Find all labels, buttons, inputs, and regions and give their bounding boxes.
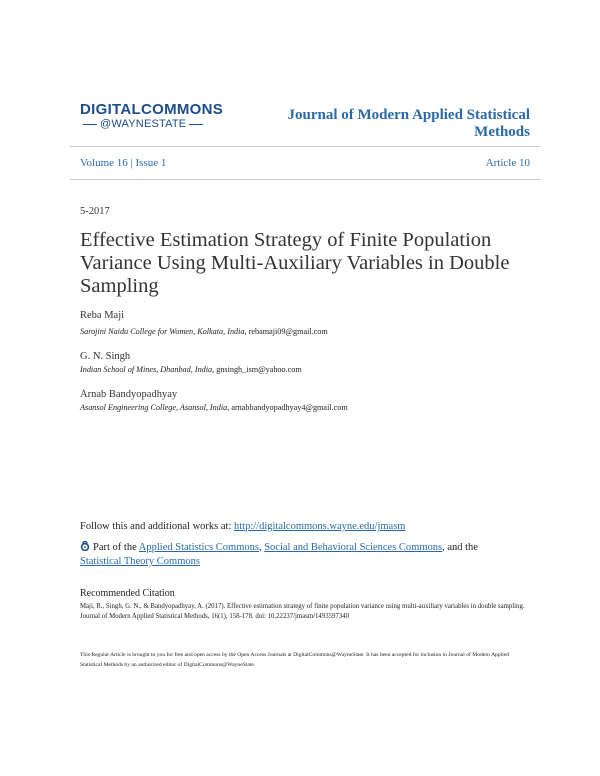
collection-url-link[interactable]: http://digitalcommons.wayne.edu/jmasm: [234, 521, 406, 532]
logo-rule-left: [83, 124, 97, 125]
part-of-text: Part of the: [93, 542, 139, 553]
recommended-citation-text: Maji, R., Singh, G. N., & Bandyopadhyay, A. (2017). Effective estimation strategy of finite population variance using multi-auxiliary variables in double sampling. Journal of Modern Applied Statistical Methods, 16(1), 158-178. doi: 10.22237/jmasm/1493597340: [80, 603, 525, 620]
logo-wordmark: @WAYNESTATE: [100, 118, 187, 130]
header-divider-top: [70, 146, 540, 147]
author-email: , gnsingh_ism@yahoo.com: [212, 365, 302, 374]
applied-statistics-commons-link[interactable]: Applied Statistics Commons: [138, 542, 259, 553]
header-divider-bottom: [70, 179, 540, 180]
follow-text: Follow this and additional works at:: [80, 521, 234, 532]
author-affiliation: [80, 403, 348, 412]
publication-date: 5-2017: [80, 206, 110, 217]
affiliation-institution: Indian School of Mines, Dhanbad, India: [80, 365, 213, 374]
journal-title-line1: Journal of Modern Applied Statistical: [287, 107, 530, 123]
author-email: , rebamaji09@gmail.com: [244, 327, 328, 336]
open-access-icon: [80, 541, 90, 551]
author-name: Reba Maji: [80, 310, 125, 321]
social-behavioral-sciences-commons-link[interactable]: Social and Behavioral Sciences Commons: [264, 542, 443, 553]
open-access-notice: This Regular Article is brought to you for free and open access by the Open Access Journals at DigitalCommons@WayneState. It has been accepted for inclusion in Journal of Modern Applied Statistical Methods by an authorized editor of DigitalCommons@WayneState.: [80, 652, 510, 668]
follow-line: [80, 521, 405, 532]
statistical-theory-commons-link[interactable]: Statistical Theory Commons: [80, 556, 200, 567]
paper-title: Effective Estimation Strategy of Finite Population Variance Using Multi-Auxiliary Variables in Double Sampling: [80, 229, 510, 297]
article-number-link[interactable]: Article 10: [485, 157, 530, 169]
affiliation-institution: Asansol Engineering College, Asansol, India: [80, 403, 228, 412]
author-name: Arnab Bandyopadhyay: [80, 389, 178, 400]
journal-title-line2: Methods: [474, 124, 530, 140]
digitalcommons-logo-bottom: [80, 118, 206, 130]
logo-rule-right: [189, 124, 203, 125]
digitalcommons-logo-top: DIGITALCOMMONS: [80, 101, 224, 118]
author-affiliation: [80, 327, 328, 336]
recommended-citation-heading: Recommended Citation: [80, 588, 175, 599]
author-affiliation: [80, 365, 302, 374]
separator-text: ,: [258, 542, 265, 553]
part-of-line: [80, 541, 478, 553]
journal-title[interactable]: [230, 107, 530, 141]
part-of-line-continued: [80, 556, 200, 567]
volume-issue-link[interactable]: Volume 16 | Issue 1: [80, 157, 167, 169]
author-name: G. N. Singh: [80, 351, 131, 362]
affiliation-institution: Sarojini Naidu College for Women, Kolkata, India: [80, 327, 245, 336]
separator-text: , and the: [442, 542, 478, 553]
author-email: , arnabbandyopadhyay4@gmail.com: [227, 403, 348, 412]
